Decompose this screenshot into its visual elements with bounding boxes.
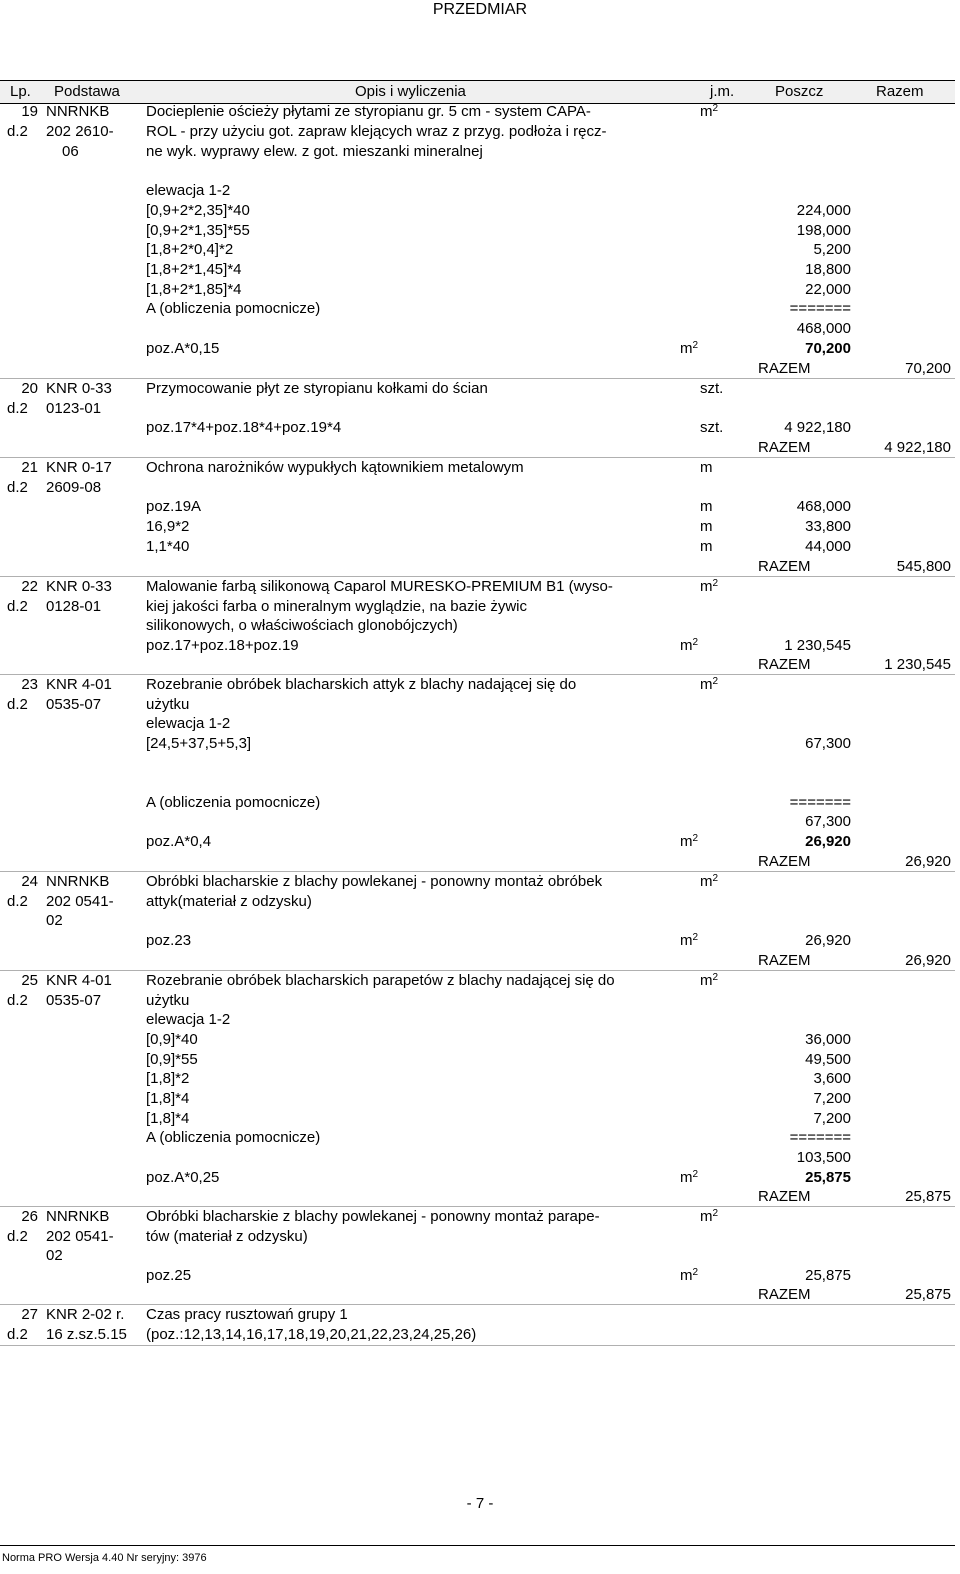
calc-text: elewacja 1-2 [146,1011,231,1028]
item-total: 26,920 [905,853,951,870]
calc-value: 26,920 [805,932,851,949]
item-description: ROL - przy użyciu got. zapraw klejących wraz z przyg. podłoża i ręcz- [146,123,607,140]
item-unit: $m^2$ [700,873,719,890]
calc-unit: $m^2$ [680,1267,699,1284]
calc-unit: m [700,518,713,535]
item-basis: 0535-07 [46,992,102,1009]
calc-text: [1,8+2*1,45]*4 [146,261,242,278]
item-basis: KNR 2-02 r. [46,1306,125,1323]
calc-value: ======= [789,1129,851,1146]
calc-text: poz.19A [146,498,202,515]
calc-text: A (obliczenia pomocnicze) [146,1129,321,1146]
calc-unit: $m^2$ [680,340,699,357]
item-lp-sub: d.2 [7,1228,28,1245]
header-lp: Lp. [10,83,31,100]
razem-label: RAZEM [758,952,811,969]
item-unit: $m^2$ [700,972,719,989]
item-basis: 02 [46,1247,63,1264]
calc-text: [0,9+2*1,35]*55 [146,222,250,239]
item-lp-sub: d.2 [7,1326,28,1343]
calc-text: elewacja 1-2 [146,715,231,732]
calc-value: 1 230,545 [784,637,851,654]
item-basis: 0123-01 [46,400,102,417]
calc-text: poz.17+poz.18+poz.19 [146,637,299,654]
calc-value: 224,000 [796,202,851,219]
calc-text: A (obliczenia pomocnicze) [146,794,321,811]
calc-text: poz.A*0,25 [146,1169,220,1186]
calc-value: 70,200 [805,340,851,357]
item-basis: NNRNKB [46,1208,110,1225]
calc-value: ======= [789,794,851,811]
item-lp-sub: d.2 [7,598,28,615]
calc-unit: m [700,538,713,555]
item-description: kiej jakości farba o mineralnym wyglądzie, na bazie żywic [146,598,527,615]
item-unit: $m^2$ [700,103,719,120]
page-title: PRZEDMIAR [432,1,528,18]
item-description: Obróbki blacharskie z blachy powlekanej - ponowny montaż parape- [146,1208,600,1225]
item-lp: 23 [21,676,38,693]
razem-label: RAZEM [758,853,811,870]
item-unit: m [700,459,713,476]
item-description: silikonowych, o właściwościach glonobójczych) [146,617,458,634]
calc-value: 44,000 [805,538,851,555]
calc-value: 4 922,180 [784,419,851,436]
calc-text: [1,8]*4 [146,1090,190,1107]
item-lp-sub: d.2 [7,893,28,910]
item-lp-sub: d.2 [7,992,28,1009]
item-description: Obróbki blacharskie z blachy powlekanej - ponowny montaż obróbek [146,873,603,890]
calc-text: [1,8+2*1,85]*4 [146,281,242,298]
calc-value: 18,800 [805,261,851,278]
calc-value: 198,000 [796,222,851,239]
item-basis: 202 0541- [46,1228,114,1245]
header-podstawa: Podstawa [54,83,120,100]
calc-value: 7,200 [813,1090,851,1107]
item-lp: 22 [21,578,38,595]
calc-value: 5,200 [813,241,851,258]
item-total: 25,875 [905,1286,951,1303]
footer-text: Norma PRO Wersja 4.40 Nr seryjny: 3976 [2,1552,207,1564]
item-total: 545,800 [896,558,951,575]
calc-text: 16,9*2 [146,518,190,535]
item-basis: KNR 4-01 [46,972,112,989]
item-unit: $m^2$ [700,578,719,595]
calc-text: poz.25 [146,1267,192,1284]
item-unit: szt. [700,380,724,397]
item-basis: 202 0541- [46,893,114,910]
item-basis: 2609-08 [46,479,102,496]
calc-value: 7,200 [813,1110,851,1127]
razem-label: RAZEM [758,1188,811,1205]
item-total: 1 230,545 [884,656,951,673]
item-basis: NNRNKB [46,103,110,120]
calc-text: [1,8+2*0,4]*2 [146,241,234,258]
item-basis: KNR 0-17 [46,459,112,476]
row-divider [0,1345,955,1346]
item-description: Przymocowanie płyt ze styropianu kołkami do ścian [146,380,488,397]
item-lp: 20 [21,380,38,397]
calc-unit: $m^2$ [680,1169,699,1186]
item-lp: 24 [21,873,38,890]
calc-unit: $m^2$ [680,833,699,850]
item-lp: 27 [21,1306,38,1323]
header-opis: Opis i wyliczenia [355,83,466,100]
item-description: Czas pracy rusztowań grupy 1 [146,1306,348,1323]
item-lp-sub: d.2 [7,400,28,417]
calc-text: [0,9+2*2,35]*40 [146,202,250,219]
header-poszcz: Poszcz [775,83,824,100]
calc-text: [1,8]*2 [146,1070,190,1087]
item-basis: 02 [46,912,63,929]
calc-text: elewacja 1-2 [146,182,231,199]
calc-value: 25,875 [805,1169,851,1186]
item-basis: KNR 4-01 [46,676,112,693]
calc-value: 468,000 [796,498,851,515]
calc-text: [1,8]*4 [146,1110,190,1127]
calc-text: 1,1*40 [146,538,190,555]
razem-label: RAZEM [758,558,811,575]
calc-unit: $m^2$ [680,637,699,654]
calc-value: 26,920 [805,833,851,850]
calc-unit: szt. [700,419,724,436]
item-description: ne wyk. wyprawy elew. z got. mieszanki mineralnej [146,143,483,160]
item-basis: 0128-01 [46,598,102,615]
item-lp: 26 [21,1208,38,1225]
item-basis: KNR 0-33 [46,380,112,397]
item-basis: 202 2610- [46,123,114,140]
calc-text: [24,5+37,5+5,3] [146,735,252,752]
calc-text: poz.17*4+poz.18*4+poz.19*4 [146,419,342,436]
item-lp-sub: d.2 [7,479,28,496]
calc-value: 67,300 [805,813,851,830]
calc-value: 3,600 [813,1070,851,1087]
item-total: 70,200 [905,360,951,377]
razem-label: RAZEM [758,360,811,377]
razem-label: RAZEM [758,439,811,456]
item-lp-sub: d.2 [7,123,28,140]
calc-value: 25,875 [805,1267,851,1284]
page-number: - 7 - [466,1495,494,1512]
calc-value: 49,500 [805,1051,851,1068]
item-basis: 06 [62,143,79,160]
razem-label: RAZEM [758,1286,811,1303]
razem-label: RAZEM [758,656,811,673]
item-basis: NNRNKB [46,873,110,890]
calc-value: 67,300 [805,735,851,752]
item-total: 26,920 [905,952,951,969]
item-lp: 19 [21,103,38,120]
item-basis: 0535-07 [46,696,102,713]
item-lp: 25 [21,972,38,989]
item-total: 4 922,180 [884,439,951,456]
footer-rule [0,1545,955,1546]
calc-value: 468,000 [796,320,851,337]
item-description: tów (materiał z odzysku) [146,1228,308,1245]
calc-text: [0,9]*55 [146,1051,198,1068]
calc-text: poz.A*0,15 [146,340,220,357]
item-description: Rozebranie obróbek blacharskich parapetów z blachy nadającej się do [146,972,615,989]
item-description: Ochrona narożników wypukłych kątownikiem metalowym [146,459,524,476]
calc-value: 22,000 [805,281,851,298]
calc-text: poz.A*0,4 [146,833,212,850]
calc-value: ======= [789,300,851,317]
table-header [0,80,955,104]
item-basis: 16 z.sz.5.15 [46,1326,127,1343]
item-description: attyk(materiał z odzysku) [146,893,312,910]
item-unit: $m^2$ [700,676,719,693]
item-basis: KNR 0-33 [46,578,112,595]
item-lp: 21 [21,459,38,476]
item-description: Docieplenie ościeży płytami ze styropianu gr. 5 cm - system CAPA- [146,103,591,120]
item-description: Malowanie farbą silikonową Caparol MURESKO-PREMIUM B1 (wyso- [146,578,613,595]
calc-value: 103,500 [796,1149,851,1166]
calc-unit: $m^2$ [680,932,699,949]
item-total: 25,875 [905,1188,951,1205]
calc-value: 33,800 [805,518,851,535]
item-lp-sub: d.2 [7,696,28,713]
item-unit: $m^2$ [700,1208,719,1225]
calc-text: [0,9]*40 [146,1031,198,1048]
item-description: użytku [146,992,190,1009]
calc-text: A (obliczenia pomocnicze) [146,300,321,317]
item-description: (poz.:12,13,14,16,17,18,19,20,21,22,23,24,25,26) [146,1326,477,1343]
row-divider [0,1304,955,1305]
item-description: Rozebranie obróbek blacharskich attyk z blachy nadającej się do [146,676,577,693]
header-razem: Razem [876,83,924,100]
calc-unit: m [700,498,713,515]
header-jm: j.m. [710,83,735,100]
calc-text: poz.23 [146,932,192,949]
calc-value: 36,000 [805,1031,851,1048]
item-description: użytku [146,696,190,713]
